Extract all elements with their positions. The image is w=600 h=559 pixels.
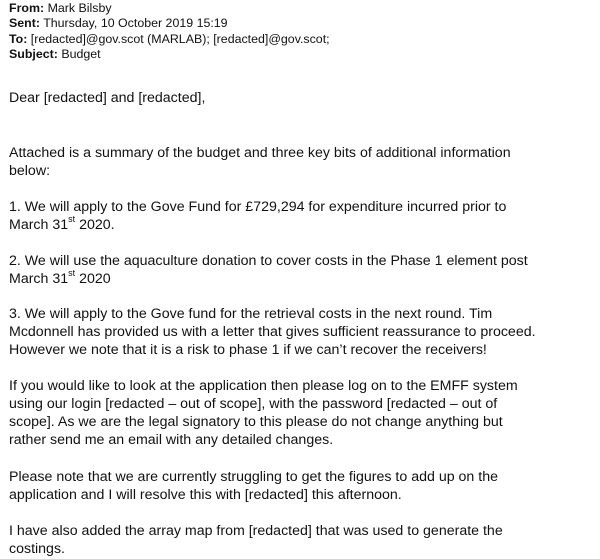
paragraph-point-2 [9, 252, 597, 288]
text-line: Attached is a summary of the budget and three key bits of additional information [9, 145, 511, 161]
text-line: Mcdonnell has provided us with a letter that gives sufficient reassurance to proceed. [9, 324, 536, 340]
text-line: If you would like to look at the application then please log on to the EMFF system [9, 378, 518, 394]
from-value: Mark Bilsby [47, 1, 112, 15]
paragraph-point-3 [9, 305, 597, 359]
text-line: application and I will resolve this with [redacted] this afternoon. [9, 487, 402, 503]
paragraph-point-1 [9, 198, 597, 234]
paragraph-figures [9, 468, 597, 504]
text-line: 2. We will use the aquaculture donation to cover costs in the Phase 1 element post [9, 253, 528, 269]
text-line: rather send me an email with any detailed changes. [9, 432, 334, 448]
paragraph-summary [9, 144, 597, 180]
to-label: To: [9, 31, 28, 46]
to-row [9, 32, 594, 47]
salutation: Dear [redacted] and [redacted], [9, 90, 206, 106]
subject-value: Budget [61, 47, 101, 62]
from-row [9, 1, 594, 16]
text-line: However we note that it is a risk to phase 1 if we can’t recover the receivers! [9, 342, 487, 358]
to-value: [redacted]@gov.scot (MARLAB); [redacted]@gov.scot; [30, 31, 330, 46]
email-header [9, 1, 594, 63]
text-fragment: March 31 [9, 271, 69, 287]
text-line: below: [9, 163, 51, 179]
text-line [9, 270, 597, 288]
text-fragment: 2020. [75, 217, 115, 233]
text-line [9, 216, 597, 234]
text-line: Please note that we are currently struggling to get the figures to add up on the [9, 469, 498, 485]
text-line: scope]. As we are the legal signatory to this please do not change anything but [9, 414, 503, 430]
subject-label: Subject: [9, 47, 58, 62]
sent-value: Thursday, 10 October 2019 15:19 [43, 16, 228, 31]
sent-row [9, 16, 594, 31]
text-line: I have also added the array map from [redacted] that was used to generate the [9, 523, 503, 539]
superscript: st [68, 268, 76, 279]
sent-label: Sent: [9, 16, 40, 31]
superscript: st [68, 214, 76, 225]
subject-row [9, 47, 594, 62]
paragraph-array-map [9, 522, 597, 558]
from-label: From: [9, 1, 45, 15]
text-line: using our login [redacted – out of scope], with the password [redacted – out of [9, 396, 498, 412]
text-line: 3. We will apply to the Gove fund for the retrieval costs in the next round. Tim [9, 306, 493, 322]
text-line: costings. [9, 541, 65, 557]
paragraph-application [9, 377, 597, 449]
text-fragment: 2020 [75, 271, 111, 287]
text-line: 1. We will apply to the Gove Fund for £729,294 for expenditure incurred prior to [9, 199, 507, 215]
text-fragment: March 31 [9, 217, 69, 233]
